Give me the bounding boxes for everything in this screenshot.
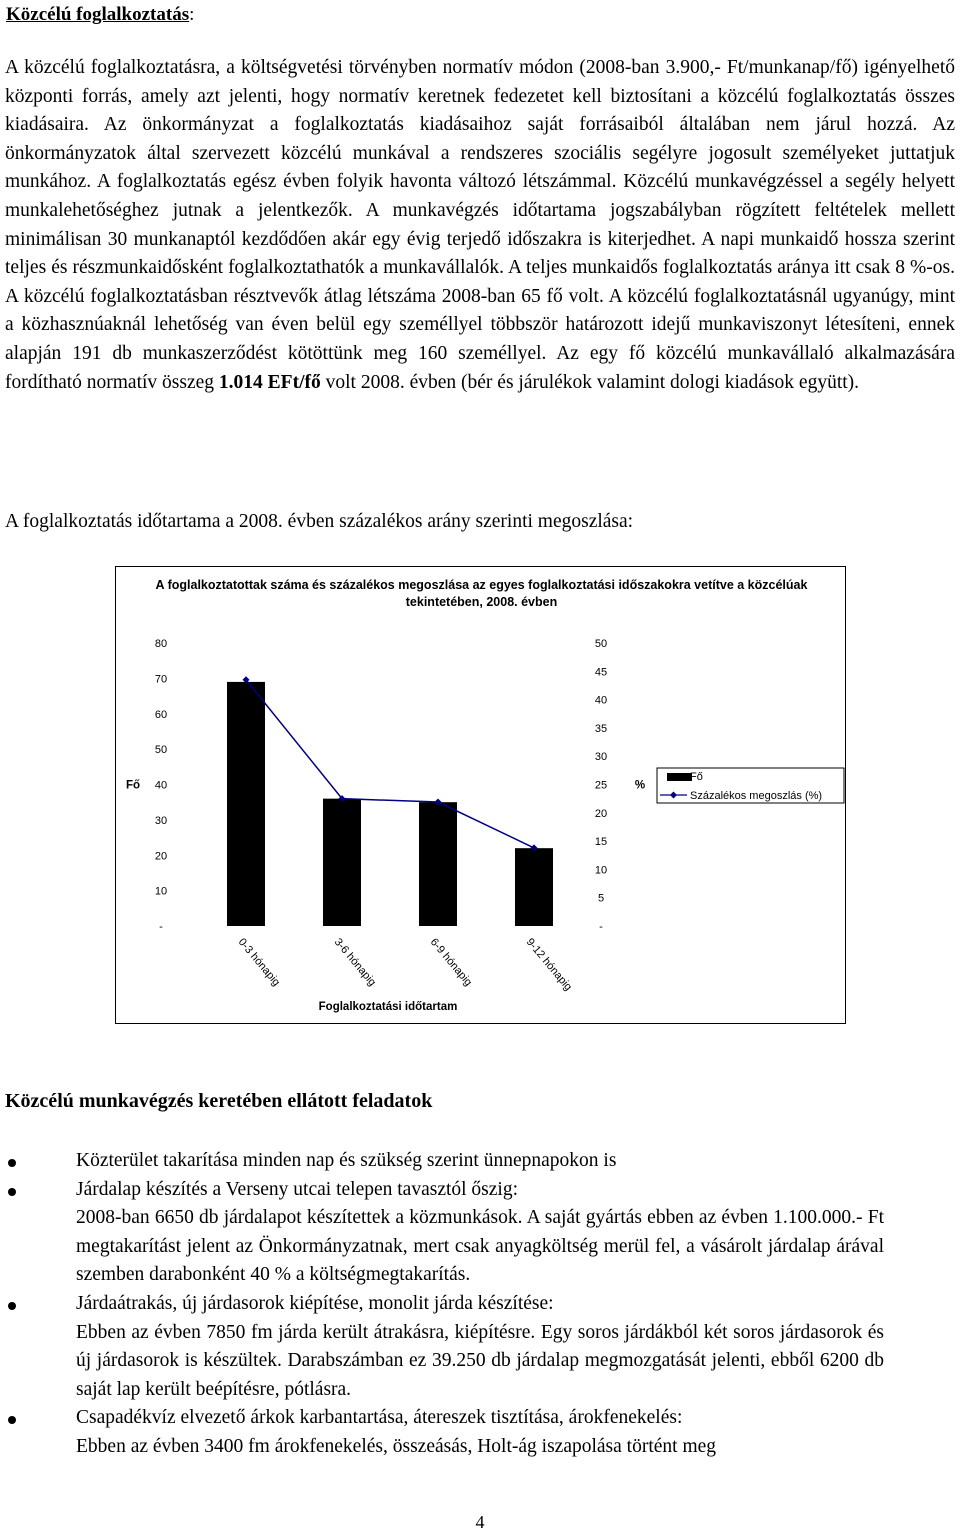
task-detail: Ebben az évben 3400 fm árokfenekelés, összeásás, Holt-ág iszapolása történt meg bbox=[76, 1435, 717, 1457]
percent-line bbox=[246, 680, 534, 848]
right-tick-label: - bbox=[599, 921, 603, 933]
legend-line-label: Százalékos megoszlás (%) bbox=[690, 790, 823, 802]
category-label: 9-12 hónapig bbox=[523, 936, 575, 994]
legend-bar-swatch bbox=[667, 773, 692, 781]
task-item bbox=[0, 1147, 884, 1176]
task-title: Csapadékvíz elvezető árkok karbantartása, átereszek tisztítása, árokfenekelés: bbox=[76, 1407, 683, 1429]
right-tick-label: 30 bbox=[594, 751, 608, 764]
page-number: 4 bbox=[475, 1512, 485, 1532]
left-tick-label: 20 bbox=[154, 850, 168, 863]
bullet-icon bbox=[8, 1302, 16, 1310]
task-item bbox=[0, 1404, 884, 1461]
bullet-icon bbox=[8, 1188, 16, 1196]
task-detail: Ebben az évben 7850 fm járda került átrakásra, kiépítésre. Egy soros járdákból két soros járdasorok és új járdasorok is készültek. Darabszámban ez 39.250 db járdalap megmozgatását jelenti, ebből 6200 db saját lap került beépítésre, pótlásra. bbox=[76, 1321, 884, 1400]
right-tick-label: 5 bbox=[597, 892, 605, 905]
right-tick-label: 35 bbox=[594, 722, 608, 735]
x-axis-label: Foglalkoztatási időtartam bbox=[318, 1001, 458, 1013]
legend-bar-label: Fő bbox=[690, 771, 703, 783]
right-tick-label: 10 bbox=[594, 864, 608, 877]
left-tick-label: 50 bbox=[154, 744, 168, 757]
normative-amount: 1.014 EFt/fő bbox=[218, 371, 321, 393]
tasks-heading: Közcélú munkavégzés keretében ellátott feladatok bbox=[5, 1090, 433, 1112]
task-list bbox=[0, 1147, 960, 1462]
task-title: Járdaátrakás, új járdasorok kiépítése, monolit járda készítése: bbox=[76, 1292, 554, 1314]
chart-title: A foglalkoztatottak száma és százalékos megoszlása az egyes foglalkoztatási időszakokra vetítve a közcélúak tekintetében, 2008. évben bbox=[155, 578, 808, 609]
category-label: 0-3 hónapig bbox=[235, 936, 283, 989]
bar bbox=[515, 848, 553, 926]
task-title: Közterület takarítása minden nap és szükség szerint ünnepnapokon is bbox=[76, 1150, 617, 1171]
left-axis-label: Fő bbox=[125, 779, 141, 792]
left-tick-label: 40 bbox=[154, 779, 168, 792]
left-tick-label: 10 bbox=[154, 885, 168, 898]
task-item bbox=[0, 1176, 884, 1290]
bar bbox=[323, 799, 361, 926]
right-tick-label: 25 bbox=[594, 779, 608, 792]
left-tick-label: 70 bbox=[154, 673, 168, 686]
right-tick-label: 40 bbox=[594, 694, 608, 707]
intro-paragraph: A közcélú foglalkoztatásra, a költségvetési törvényben normatív módon (2008-ban 3.900,- Ft/munkanap/fő) igényelhető központi forrás, amely azt jelenti, hogy normatív keretnek fedezetet kell biztosítani a közcélú foglalkoztatás összes kiadásaira. Az önkormányzat a foglalkoztatás kiadásaihoz saját forrásaiból általában nem járul hozzá. Az önkormányzatok által szervezett közcélú munkával a rendszeres szociális segélyre jogosult személyeket juttatjuk munkához. A foglalkoztatás egész évben folyik havonta változó létszámmal. Közcélú munkavégzéssel a segély helyett munkalehetőséghez jutnak a jelentkezők. A munkavégzés időtartama jogszabályban rögzített feltételek mellett minimálisan 30 munkanaptól kezdődően akár egy évig terjedő időszakra is kiterjedhet. A napi munkaidő hossza szerint teljes és részmunkaidősként foglalkoztathatók a munkavállalók. A teljes munkaidős foglalkoztatás aránya itt csak 8 %-os. A közcélú foglalkoztatásban résztvevők átlag létszáma 2008-ban 65 fő volt. A közcélú foglalkoztatásnál ugyanúgy, mint a közhasznúaknál lehetőség van éven belül egy személlyel többször határozott idejű munkaviszonyt létesíteni, ennek alapján 191 db munkaszerződést kötöttünk meg 160 személlyel. Az egy fő közcélú munkavállaló alkalmazására fordítható normatív összeg 1.014 EFt/fő volt 2008. évben (bér és járulékok valamint dologi kiadások együtt). bbox=[5, 57, 955, 393]
distribution-sentence: A foglalkoztatás időtartama a 2008. évben százalékos arány szerinti megoszlása: bbox=[5, 511, 634, 532]
left-tick-label: - bbox=[159, 921, 163, 933]
bullet-icon bbox=[8, 1416, 16, 1424]
legend-line-marker bbox=[670, 792, 677, 799]
task-item bbox=[0, 1290, 884, 1404]
category-label: 3-6 hónapig bbox=[331, 936, 379, 989]
right-tick-label: 45 bbox=[594, 666, 608, 679]
left-tick-label: 80 bbox=[154, 638, 168, 650]
chart-container bbox=[115, 566, 846, 1024]
category-label: 6-9 hónapig bbox=[427, 936, 475, 989]
right-tick-label: 15 bbox=[594, 836, 608, 849]
section-title: Közcélú foglalkoztatás: bbox=[6, 4, 195, 25]
bar bbox=[227, 682, 265, 926]
right-tick-label: 50 bbox=[594, 638, 608, 650]
bar bbox=[419, 802, 457, 926]
right-axis-label: % bbox=[634, 779, 646, 792]
task-detail: 2008-ban 6650 db járdalapot készítettek a közmunkások. A saját gyártás ebben az évben 1.100.000.- Ft megtakarítást jelent az Önkormányzatnak, mert csak anyagköltség merül fel, a vásárolt járdalap árával szemben darabonként 40 % a költségmegtakarítás. bbox=[76, 1207, 884, 1286]
bullet-icon bbox=[8, 1159, 16, 1167]
left-tick-label: 30 bbox=[154, 814, 168, 827]
task-title: Járdalap készítés a Verseny utcai telepen tavasztól őszig: bbox=[76, 1178, 519, 1200]
chart-svg bbox=[116, 567, 845, 1023]
left-tick-label: 60 bbox=[154, 708, 168, 721]
right-tick-label: 20 bbox=[594, 807, 608, 820]
